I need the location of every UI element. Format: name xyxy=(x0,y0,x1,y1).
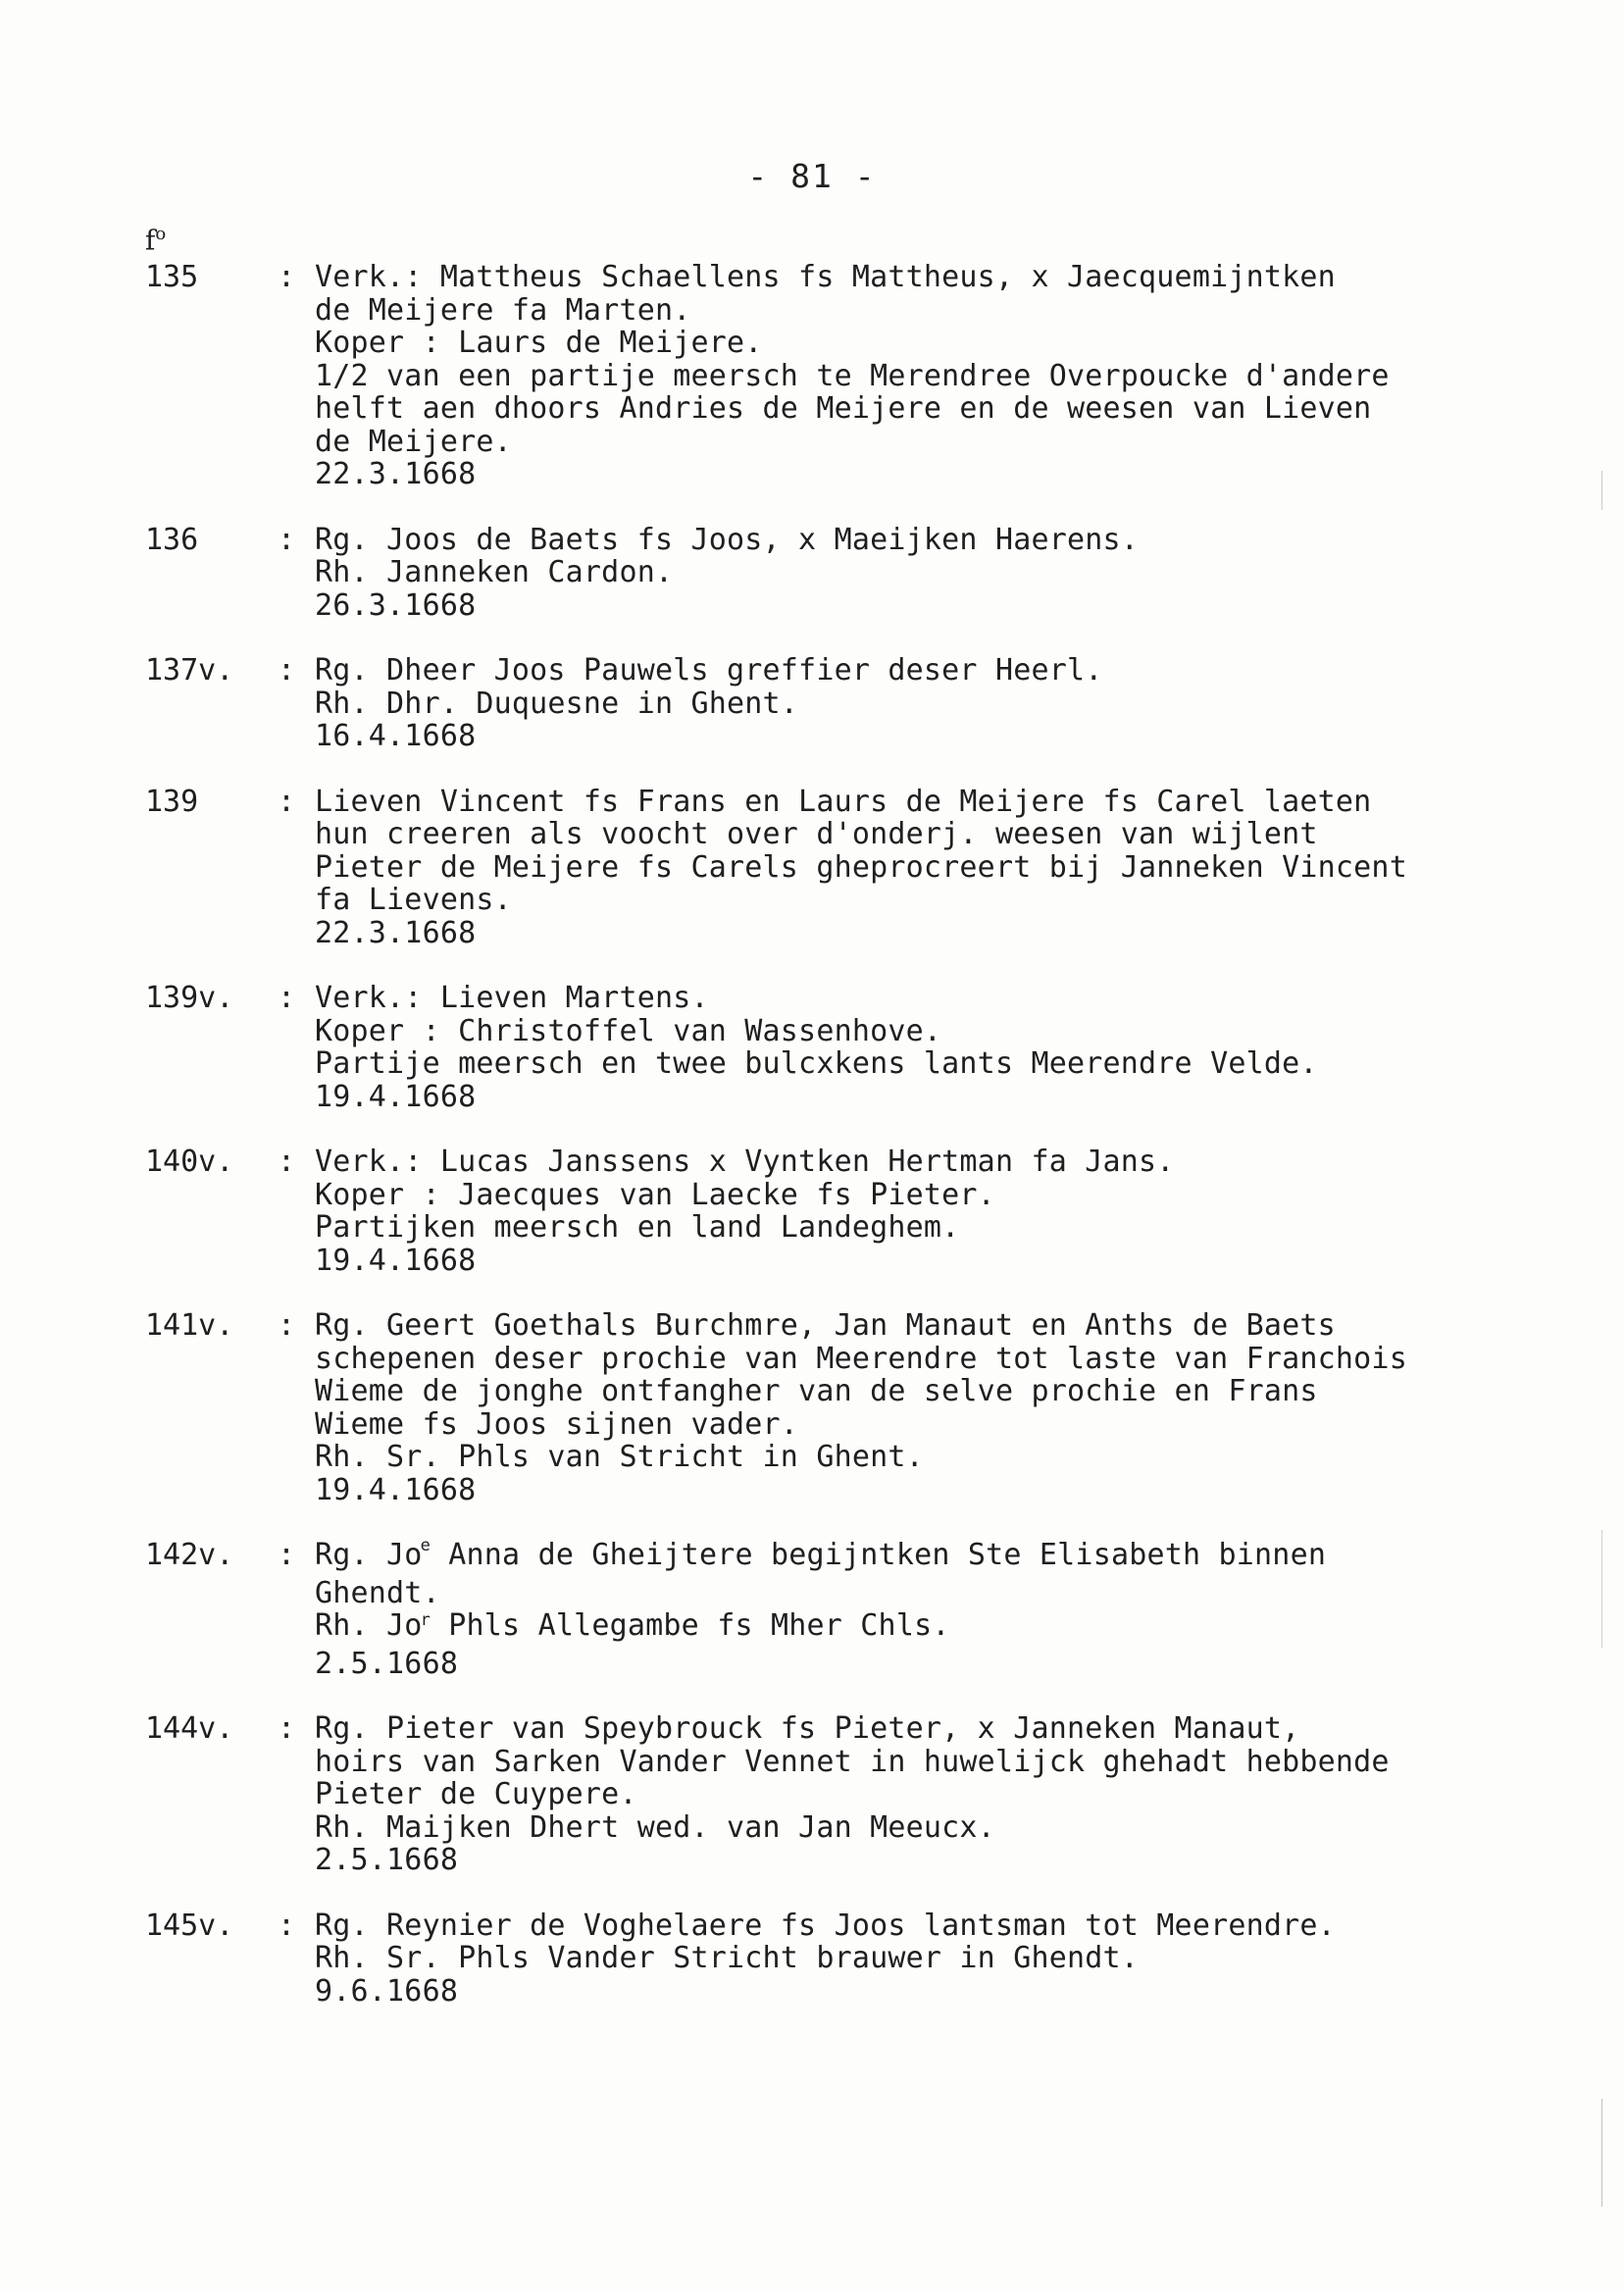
page-number: - 81 - xyxy=(747,157,877,195)
entry-line: Koper : Jaecques van Laecke fs Pieter. xyxy=(315,1177,995,1212)
entry-line-rest: Phls Allegambe fs Mher Chls. xyxy=(431,1608,950,1643)
entry-date: 16.4.1668 xyxy=(315,719,477,753)
entry-date: 9.6.1668 xyxy=(315,1973,459,2009)
entry-line: Rh. Maijken Dhert wed. van Jan Meeucx. xyxy=(315,1809,995,1845)
entry xyxy=(145,786,1518,950)
folio-header-sup: o xyxy=(155,224,167,244)
entry-line: schepenen deser prochie van Meerendre tot laste van Franchois xyxy=(315,1341,1407,1376)
scan-edge-mark xyxy=(1601,2099,1602,2207)
entry-line: de Meijere fa Marten. xyxy=(315,292,691,328)
entry-text xyxy=(315,654,1518,753)
entry-separator: : xyxy=(278,522,296,557)
entry-text xyxy=(315,524,1518,623)
entry-line: helft aen dhoors Andries de Meijere en de weesen van Lieven xyxy=(315,391,1372,426)
entry-line: hoirs van Sarken Vander Vennet in huwelijck ghehadt hebbende xyxy=(315,1744,1390,1779)
entry-separator: : xyxy=(278,1908,296,1943)
entry-line: Rg. Dheer Joos Pauwels greffier deser Heerl. xyxy=(315,653,1103,687)
entry-line: Koper : Laurs de Meijere. xyxy=(315,326,763,360)
entry-line: Rg. Geert Goethals Burchmre, Jan Manaut en Anths de Baets xyxy=(315,1308,1336,1343)
entry-text xyxy=(315,1712,1518,1877)
entry xyxy=(145,1909,1518,2009)
entry-text xyxy=(315,982,1518,1113)
entry-line: Ghendt. xyxy=(315,1575,440,1610)
folio-header-text: f xyxy=(145,224,156,257)
entry-date: 2.5.1668 xyxy=(315,1646,459,1681)
entry-line: Rh. Janneken Cardon. xyxy=(315,555,674,589)
scan-edge-mark xyxy=(1601,471,1602,510)
entry-separator: : xyxy=(278,1145,296,1179)
entry-separator: : xyxy=(278,784,296,819)
entry-separator: : xyxy=(278,1308,296,1343)
entry-date: 19.4.1668 xyxy=(315,1472,477,1507)
entry-separator: : xyxy=(278,981,296,1015)
superscript: e xyxy=(420,1536,431,1555)
entry-line: 1/2 van een partije meersch te Merendree Overpoucke d'andere xyxy=(315,358,1390,393)
entry-text xyxy=(315,1536,1518,1681)
entry-line: Rh. Sr. Phls Vander Stricht brauwer in Ghendt. xyxy=(315,1941,1140,1975)
entry-separator: : xyxy=(278,653,296,687)
entries-list xyxy=(145,261,1518,2008)
entry-line-start: Rg. Jo xyxy=(315,1538,423,1572)
entry-line: Wieme fs Joos sijnen vader. xyxy=(315,1406,799,1442)
entry-line: Rh. Sr. Phls van Stricht in Ghent. xyxy=(315,1440,924,1474)
entry xyxy=(145,261,1518,491)
entry-line: Rh. Dhr. Duquesne in Ghent. xyxy=(315,686,799,721)
entry-folio: 142v. xyxy=(145,1538,234,1572)
entry-line: Koper : Christoffel van Wassenhove. xyxy=(315,1013,942,1048)
entry-text xyxy=(315,1146,1518,1277)
entry-line: Pieter de Meijere fs Carels gheprocreert bij Janneken Vincent xyxy=(315,849,1407,885)
entry-line: Partije meersch en twee bulcxkens lants Meerendre Velde. xyxy=(315,1046,1318,1081)
entry-date: 19.4.1668 xyxy=(315,1079,477,1114)
entry-date: 19.4.1668 xyxy=(315,1243,477,1278)
entry-line: Partijken meersch en land Landeghem. xyxy=(315,1210,960,1245)
entry-date: 2.5.1668 xyxy=(315,1843,459,1877)
entry-folio: 140v. xyxy=(145,1145,234,1179)
entry-date: 22.3.1668 xyxy=(315,457,477,491)
entry xyxy=(145,1712,1518,1877)
entry-text xyxy=(315,261,1518,491)
entry-line: Rg. Joos de Baets fs Joos, x Maeijken Haerens. xyxy=(315,522,1140,557)
entry-line: Lieven Vincent fs Frans en Laurs de Meijere fs Carel laeten xyxy=(315,784,1372,819)
folio-column-header xyxy=(145,224,166,256)
entry xyxy=(145,982,1518,1113)
entry-folio: 139 xyxy=(145,784,199,819)
entry xyxy=(145,524,1518,623)
entry-folio: 135 xyxy=(145,260,199,294)
entry-line: Verk.: Lieven Martens. xyxy=(315,981,709,1015)
entry-separator: : xyxy=(278,1538,296,1572)
entry-line: Verk.: Mattheus Schaellens fs Mattheus, x Jaecquemijntken xyxy=(315,260,1336,294)
entry-line: Rg. Reynier de Voghelaere fs Joos lantsman tot Meerendre. xyxy=(315,1908,1336,1943)
entry-separator: : xyxy=(278,1711,296,1746)
entry-folio: 145v. xyxy=(145,1908,234,1943)
scan-edge-mark xyxy=(1601,1530,1602,1648)
entry-line: hun creeren als voocht over d'onderj. weesen van wijlent xyxy=(315,817,1318,851)
entry-line: de Meijere. xyxy=(315,424,512,459)
entry-separator: : xyxy=(278,260,296,294)
entry-date: 22.3.1668 xyxy=(315,915,477,950)
superscript: r xyxy=(420,1610,431,1630)
entry-folio: 141v. xyxy=(145,1308,234,1343)
entry-text xyxy=(315,1909,1518,2009)
entry-line: Verk.: Lucas Janssens x Vyntken Hertman fa Jans. xyxy=(315,1145,1175,1179)
entry-date: 26.3.1668 xyxy=(315,587,477,623)
entry-line: Rg. Pieter van Speybrouck fs Pieter, x Janneken Manaut, xyxy=(315,1711,1300,1746)
entry xyxy=(145,654,1518,753)
entry-line: Wieme de jonghe ontfangher van de selve prochie en Frans xyxy=(315,1374,1318,1408)
entry-folio: 136 xyxy=(145,522,199,557)
entry xyxy=(145,1146,1518,1277)
entry-folio: 139v. xyxy=(145,981,234,1015)
entry-line-start: Rh. Jo xyxy=(315,1608,423,1643)
entry-line-rest: Anna de Gheijtere begijntken Ste Elisabeth binnen xyxy=(431,1538,1327,1572)
entry xyxy=(145,1309,1518,1506)
entry-folio: 137v. xyxy=(145,653,234,687)
entry-folio: 144v. xyxy=(145,1711,234,1746)
entry-line: fa Lievens. xyxy=(315,883,512,917)
entry-line: Pieter de Cuypere. xyxy=(315,1777,637,1811)
entry-text xyxy=(315,1309,1518,1506)
entry-text xyxy=(315,786,1518,950)
entry xyxy=(145,1536,1518,1681)
entry-line xyxy=(315,1609,1518,1648)
entry-line xyxy=(315,1536,1518,1577)
